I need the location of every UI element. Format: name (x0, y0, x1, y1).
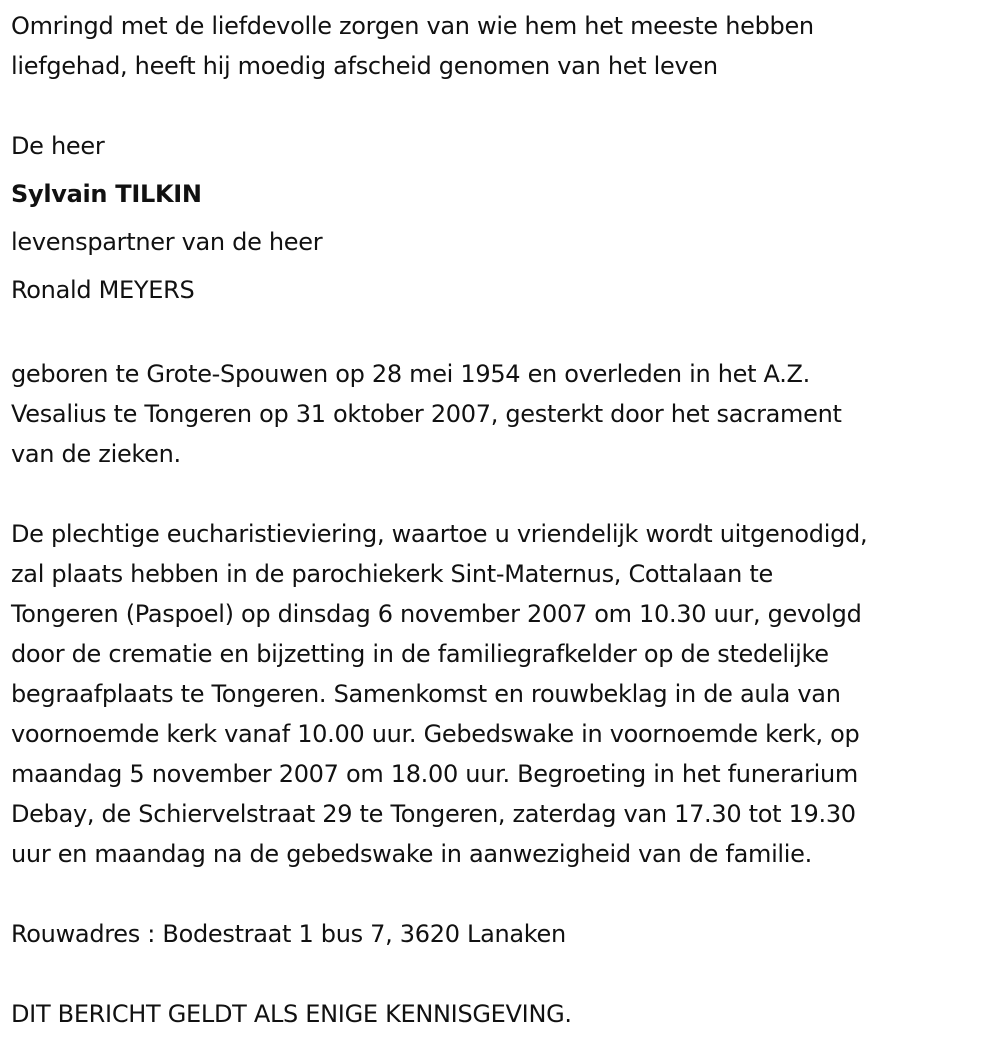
birth-death-line-1: geboren te Grote-Spouwen op 28 mei 1954 en overleden in het A.Z. (11, 360, 811, 388)
ceremony-line-5: begraafplaats te Tongeren. Samenkomst en rouwbeklag in de aula van (11, 680, 841, 708)
birth-death-paragraph (11, 354, 996, 474)
ceremony-line-6: voornoemde kerk vanaf 10.00 uur. Gebedswake in voornoemde kerk, op (11, 720, 860, 748)
partner-name: Ronald MEYERS (11, 276, 195, 304)
ceremony-line-1: De plechtige eucharistieviering, waartoe u vriendelijk wordt uitgenodigd, (11, 520, 868, 548)
closing-paragraph (11, 994, 996, 1034)
address-paragraph (11, 914, 996, 954)
intro-paragraph (11, 0, 996, 86)
ceremony-line-3: Tongeren (Paspoel) op dinsdag 6 november 2007 om 10.30 uur, gevolgd (11, 600, 862, 628)
closing-statement: DIT BERICHT GELDT ALS ENIGE KENNISGEVING. (11, 1000, 572, 1028)
ceremony-line-7: maandag 5 november 2007 om 18.00 uur. Begroeting in het funerarium (11, 760, 858, 788)
relation-text: levenspartner van de heer (11, 228, 323, 256)
intro-line-2: liefgehad, heeft hij moedig afscheid genomen van het leven (11, 52, 718, 80)
ceremony-paragraph (11, 514, 996, 874)
deceased-name: Sylvain TILKIN (11, 180, 202, 208)
intro-line-1: Omringd met de liefdevolle zorgen van wie hem het meeste hebben (11, 12, 814, 40)
birth-death-line-2: Vesalius te Tongeren op 31 oktober 2007, gesterkt door het sacrament (11, 400, 842, 428)
ceremony-line-9: uur en maandag na de gebedswake in aanwezigheid van de familie. (11, 840, 812, 868)
mourning-address: Rouwadres : Bodestraat 1 bus 7, 3620 Lanaken (11, 920, 566, 948)
salutation: De heer (11, 132, 105, 160)
birth-death-line-3: van de zieken. (11, 440, 181, 468)
person-block (11, 122, 996, 314)
ceremony-line-4: door de crematie en bijzetting in de familiegrafkelder op de stedelijke (11, 640, 829, 668)
death-notice (11, 0, 996, 1034)
ceremony-line-2: zal plaats hebben in de parochiekerk Sint-Maternus, Cottalaan te (11, 560, 773, 588)
ceremony-line-8: Debay, de Schiervelstraat 29 te Tongeren, zaterdag van 17.30 tot 19.30 (11, 800, 856, 828)
